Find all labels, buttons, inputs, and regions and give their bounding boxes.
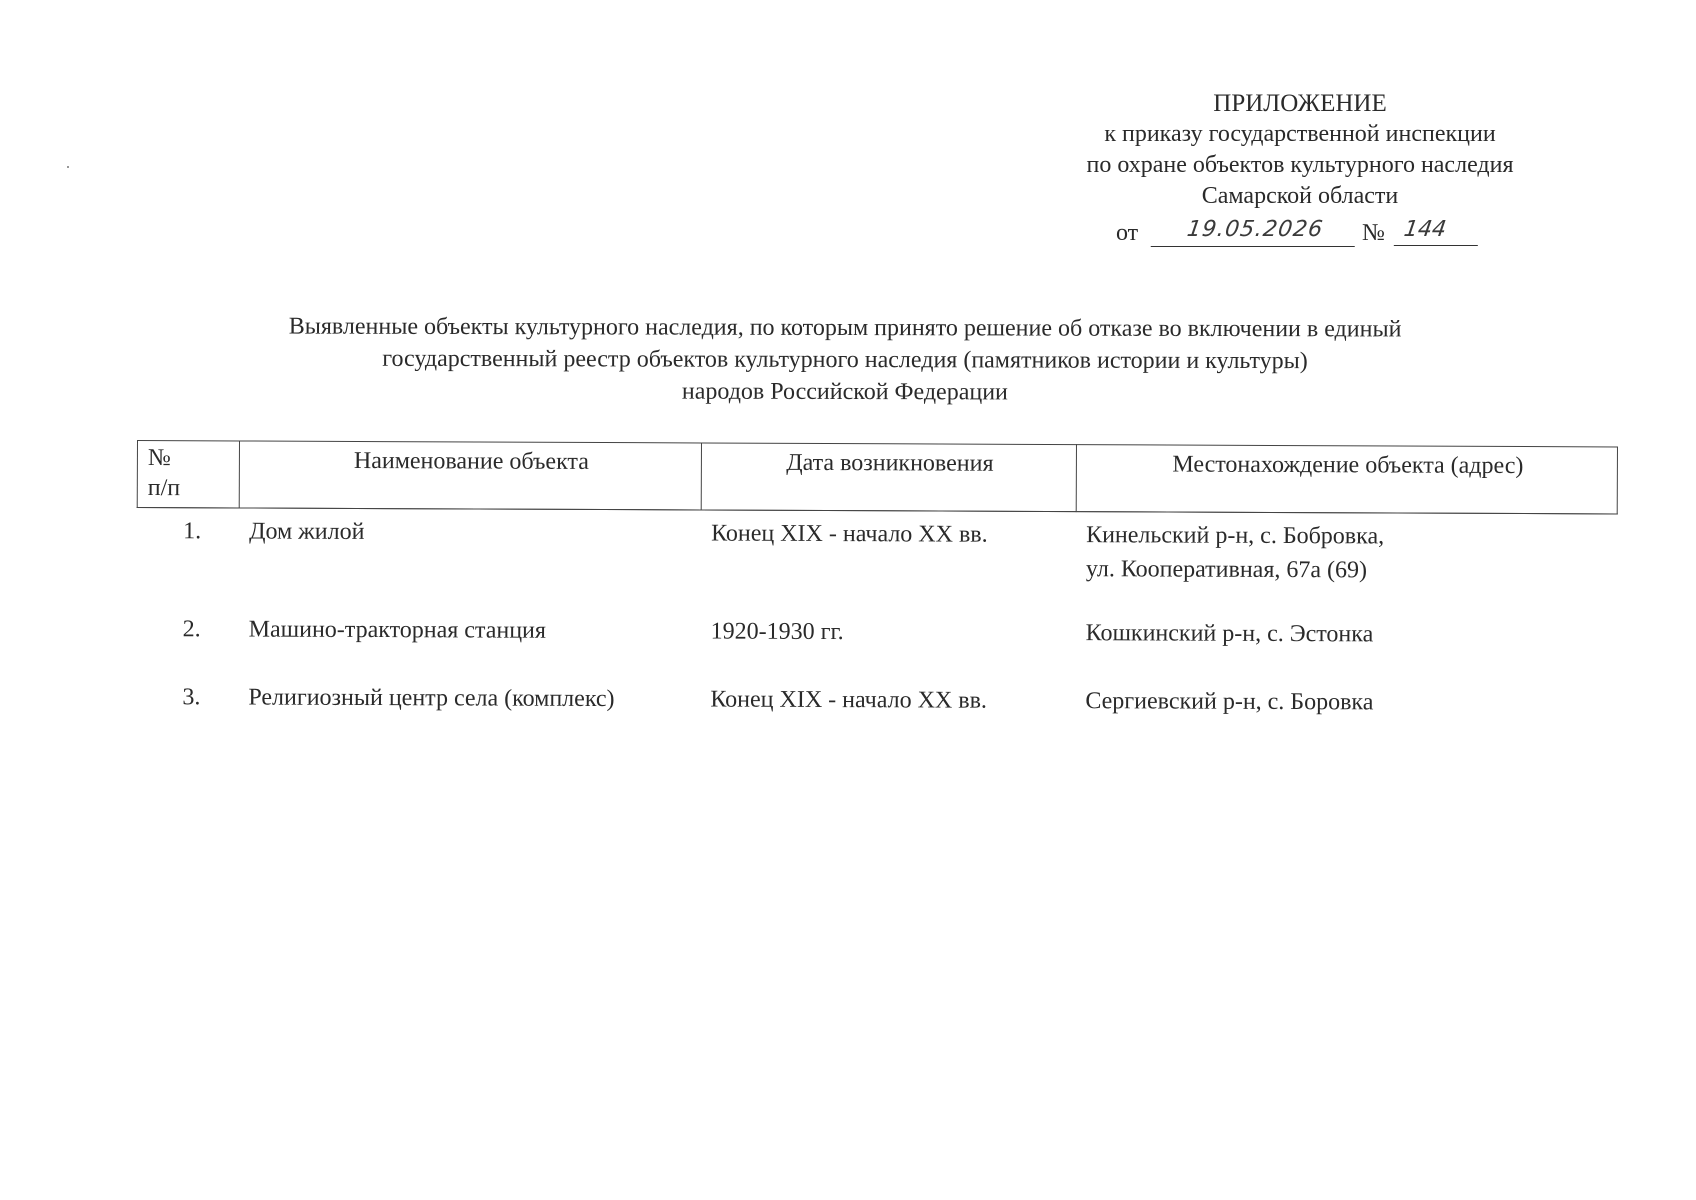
address-line: Кинельский р-н, с. Бобровка, xyxy=(1086,522,1385,550)
row-number: 1. xyxy=(183,518,202,545)
annex-line: к приказу государственной инспекции xyxy=(1104,121,1496,147)
row-number: 2. xyxy=(182,616,201,643)
table-row xyxy=(136,674,1616,726)
number-label: № xyxy=(1362,220,1385,246)
header-date: Дата возникновения xyxy=(701,443,1076,512)
header-num: № п/п xyxy=(137,441,239,508)
header-name: Наименование объекта xyxy=(239,441,701,510)
object-address xyxy=(1076,512,1617,613)
object-date: Конец XIX - начало XX вв. xyxy=(710,686,988,714)
title-line: народов Российской Федерации xyxy=(681,378,1008,406)
object-name: Религиозный центр села (комплекс) xyxy=(248,684,615,713)
table-row xyxy=(136,606,1616,680)
order-number-handwritten: 144 xyxy=(1394,214,1482,246)
annex-header xyxy=(1010,88,1590,252)
document-title xyxy=(120,310,1570,410)
order-date-line xyxy=(1010,214,1590,252)
title-line: Выявленные объекты культурного наследия, по которым принято решение об отказе во включении в единый xyxy=(288,313,1402,343)
header-address: Местонахождение объекта (адрес) xyxy=(1076,445,1617,514)
object-name: Дом жилой xyxy=(249,518,365,545)
object-address xyxy=(1075,610,1616,680)
scan-speck xyxy=(67,166,69,168)
table-row xyxy=(137,508,1617,613)
address-line: Кошкинский р-н, с. Эстонка xyxy=(1085,620,1374,648)
annex-line: Самарской области xyxy=(1201,183,1399,209)
from-label: от xyxy=(1116,220,1139,246)
object-address xyxy=(1075,678,1616,726)
annex-line: по охране объектов культурного наследия xyxy=(1086,152,1514,178)
table-header-row xyxy=(137,441,1617,514)
title-line: государственный реестр объектов культурного наследия (памятников истории и культуры) xyxy=(382,345,1308,375)
object-date: Конец XIX - начало XX вв. xyxy=(711,520,988,548)
address-line: Сергиевский р-н, с. Боровка xyxy=(1085,688,1374,716)
object-name: Машино-тракторная станция xyxy=(248,616,547,644)
order-date-handwritten: 19.05.2026 xyxy=(1151,214,1360,247)
row-number: 3. xyxy=(182,684,201,711)
objects-table-wrapper xyxy=(136,440,1617,726)
address-line: ул. Кооперативная, 67а (69) xyxy=(1085,556,1368,584)
objects-table xyxy=(136,440,1618,726)
object-date: 1920-1930 гг. xyxy=(710,618,844,646)
annex-title: ПРИЛОЖЕНИЕ xyxy=(1213,90,1387,117)
